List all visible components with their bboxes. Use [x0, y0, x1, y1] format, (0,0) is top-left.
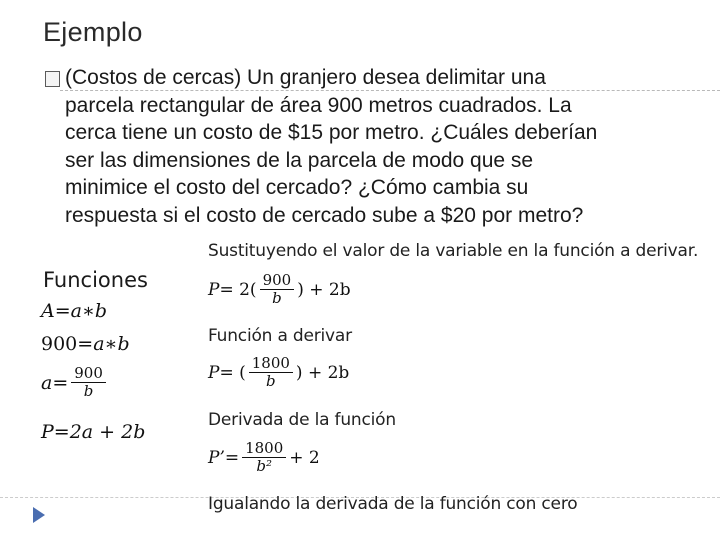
problem-line-4: ser las dimensiones de la parcela de modo que se: [65, 148, 534, 172]
derivative-heading: Derivada de la función: [208, 410, 396, 430]
checkbox-bullet-icon: [45, 71, 60, 87]
problem-line-1: (Costos de cercas) Un granjero desea delimitar una: [65, 66, 546, 89]
fraction: $\frac{900}{b}$: [71, 365, 106, 400]
equation-a-solved: a = $\frac{900}{b}$: [41, 365, 109, 400]
equation-function: P = ( $\frac{1800}{b}$ ) + 2b: [208, 354, 350, 390]
triangle-arrow-icon[interactable]: [33, 507, 45, 523]
fraction: $\frac{1800}{b}$: [249, 355, 293, 390]
problem-line-5: minimice el costo del cercado? ¿Cómo cambia su: [65, 176, 529, 199]
fraction: $\frac{900}{b}$: [260, 272, 295, 307]
equation-substituted: P = 2( $\frac{900}{b}$ ) + 2b: [208, 271, 351, 307]
problem-line-3: cerca tiene un costo de $15 por metro. ¿Cuáles deberían: [65, 121, 598, 144]
functions-heading: Funciones: [43, 268, 148, 292]
problem-line-6: respuesta si el costo de cercado sube a $20 por metro?: [65, 203, 584, 227]
substitution-heading: Sustituyendo el valor de la variable en la función a derivar.: [208, 241, 699, 261]
fraction: $\frac{1800}{\text{b²}}$: [242, 440, 286, 475]
function-to-derive-heading: Función a derivar: [208, 326, 352, 346]
equation-constraint: 900 = a ∗ b: [41, 333, 130, 355]
slide-title: Ejemplo: [43, 17, 143, 47]
equation-derivative: P’ = $\frac{1800}{\text{b²}}$ + 2: [208, 439, 320, 475]
problem-line-2: parcela rectangular de área 900 metros cuadrados. La: [65, 93, 572, 117]
equation-area: A = a ∗ b: [41, 300, 108, 322]
equation-perimeter: P = 2a + 2b: [41, 421, 146, 443]
problem-statement: [65, 64, 705, 229]
set-derivative-zero-heading: Igualando la derivada de la función con cero: [208, 494, 578, 514]
